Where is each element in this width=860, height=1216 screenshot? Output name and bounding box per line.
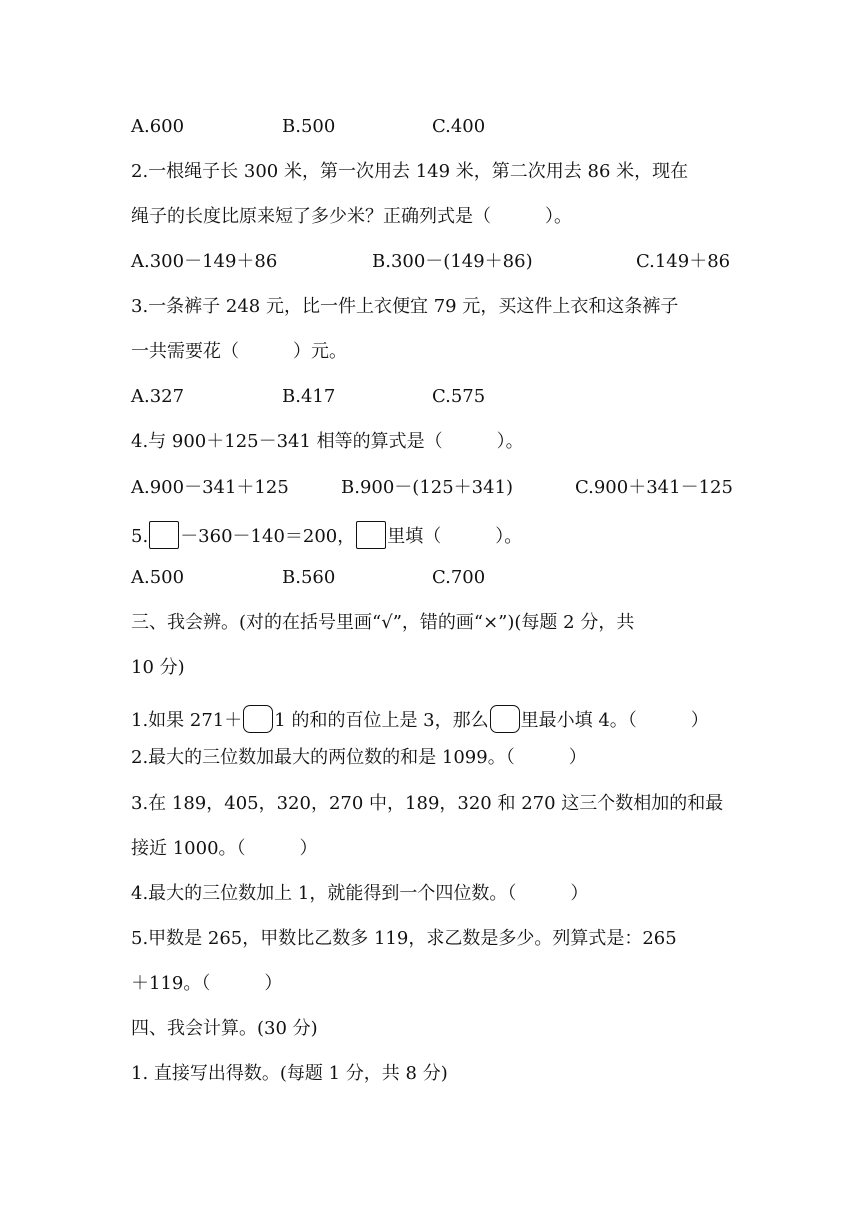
q3-text-line1: 3.一条裤子 248 元，比一件上衣便宜 79 元，买这件上衣和这条裤子	[131, 296, 679, 317]
judge-item-1	[131, 705, 709, 733]
judge-item-5-line2: ＋119。（ ）	[131, 973, 283, 994]
q5-option-a: A.500	[131, 567, 185, 588]
q2-text-line1: 2.一根绳子长 300 米，第一次用去 149 米，第二次用去 86 米，现在	[131, 161, 689, 182]
q4-option-b: B.900－(125＋341)	[341, 477, 514, 498]
judge-item-3-line1: 3.在 189，405，320，270 中，189，320 和 270 这三个数相加的和最	[131, 793, 724, 814]
q2-option-a: A.300－149＋86	[131, 251, 278, 272]
section3-heading-line2: 10 分)	[131, 657, 185, 678]
q5-text	[131, 521, 522, 549]
judge-item-1-part3: 里最小填 4。（ ）	[520, 710, 709, 731]
q3-text-line2: 一共需要花（ ）元。	[131, 341, 347, 362]
blank-box-icon	[149, 521, 179, 549]
q3-option-c: C.575	[432, 386, 486, 407]
blank-box-icon	[356, 521, 386, 549]
blank-box-icon	[243, 705, 273, 733]
q5-prefix: 5.	[131, 526, 149, 547]
judge-item-5-line1: 5.甲数是 265，甲数比乙数多 119，求乙数是多少。列算式是：265	[131, 928, 677, 949]
q3-option-b: B.417	[282, 386, 336, 407]
judge-item-1-part2: 1 的和的百位上是 3，那么	[274, 710, 489, 731]
section4-heading: 四、我会计算。(30 分)	[131, 1018, 318, 1039]
q4-option-c: C.900＋341－125	[575, 477, 733, 498]
q1-option-a: A.600	[131, 116, 185, 137]
q4-text: 4.与 900＋125－341 相等的算式是（ ）。	[131, 431, 524, 452]
blank-box-icon	[490, 705, 520, 733]
section3-heading-line1: 三、我会辨。(对的在括号里画“√”，错的画“×”)(每题 2 分，共	[131, 612, 635, 633]
q2-text-line2: 绳子的长度比原来短了多少米？正确列式是（ ）。	[131, 206, 572, 227]
q4-option-a: A.900－341＋125	[131, 477, 289, 498]
judge-item-1-part1: 1.如果 271＋	[131, 710, 243, 731]
q1-option-c: C.400	[432, 116, 486, 137]
q5-equation: －360－140＝200，	[180, 526, 356, 547]
q5-suffix: 里填（ ）。	[387, 526, 523, 547]
q5-option-b: B.560	[282, 567, 336, 588]
judge-item-4: 4.最大的三位数加上 1，就能得到一个四位数。（ ）	[131, 883, 589, 904]
q2-option-b: B.300－(149＋86)	[372, 251, 533, 272]
judge-item-3-line2: 接近 1000。（ ）	[131, 838, 318, 859]
q1-option-b: B.500	[282, 116, 336, 137]
q5-option-c: C.700	[432, 567, 486, 588]
judge-item-2: 2.最大的三位数加最大的两位数的和是 1099。（ ）	[131, 747, 587, 768]
q3-option-a: A.327	[131, 386, 185, 407]
section4-subheading: 1. 直接写出得数。(每题 1 分，共 8 分)	[131, 1063, 448, 1084]
q2-option-c: C.149＋86	[636, 251, 731, 272]
